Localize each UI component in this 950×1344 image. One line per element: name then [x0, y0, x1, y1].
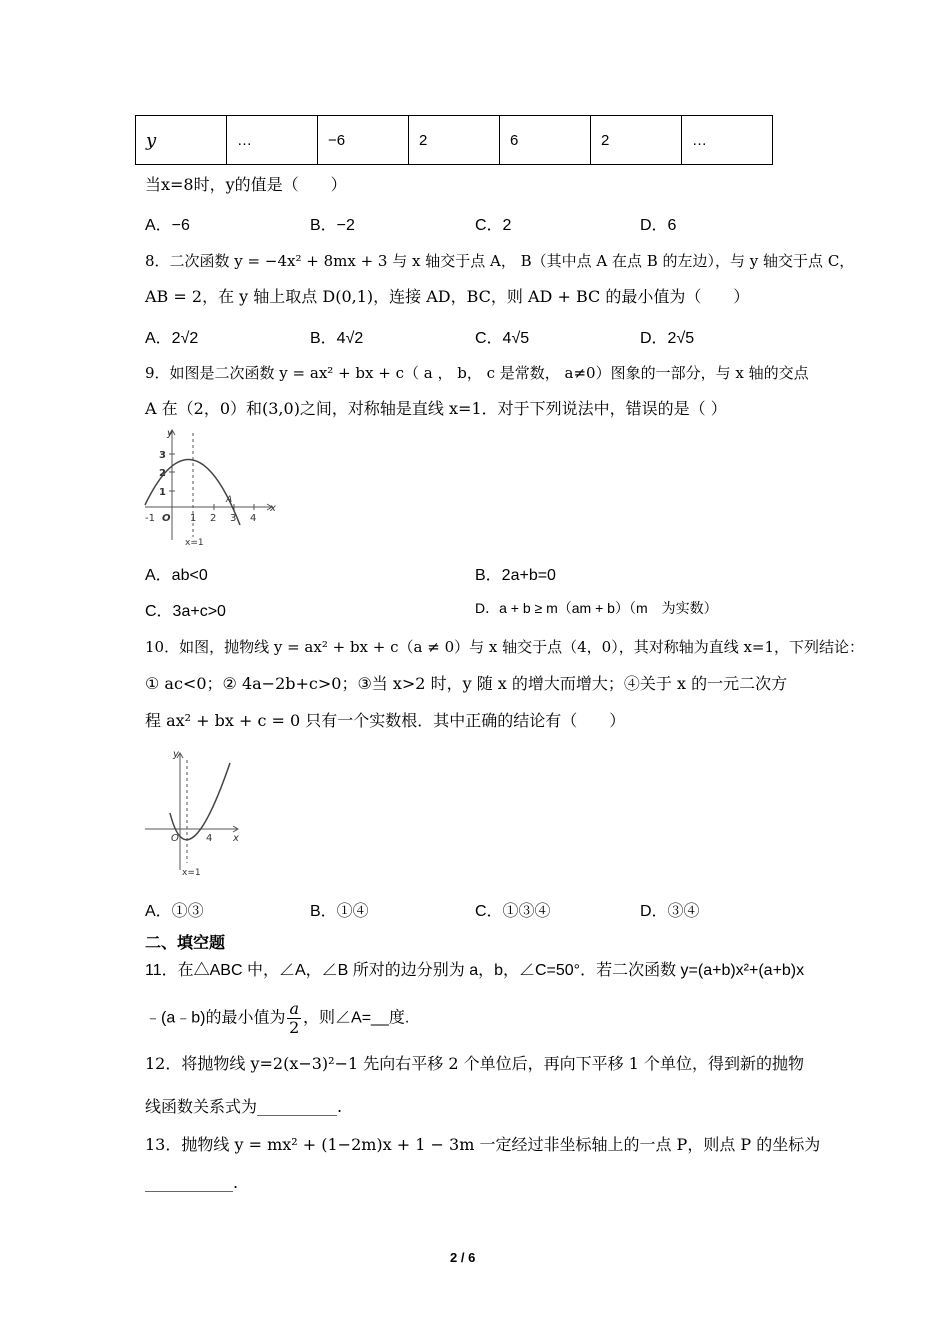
- q12-line-2: 线函数关系式为__________.: [145, 1097, 343, 1116]
- q9-option-a: A．ab<0: [145, 567, 208, 584]
- q10-line-2: ① ac<0；② 4a−2b+c>0；③当 x>2 时，y 随 x 的增大而增大；④关于 x 的一元二次方: [145, 674, 788, 693]
- q9-line-1: 9．如图是二次函数 y = ax² + bx + c（ a ， b， c 是常数， a≠0）图象的一部分，与 x 轴的交点: [145, 364, 809, 382]
- q9-option-c: C．3a+c>0: [145, 603, 226, 620]
- point-a-label: A: [226, 495, 233, 505]
- x-tick-label: 2: [210, 513, 217, 524]
- table-cell: 2: [409, 116, 500, 165]
- y-axis-label: y: [167, 428, 173, 439]
- q9-graph-figure: [140, 425, 290, 550]
- y-tick-label: 2: [159, 468, 166, 479]
- symmetry-axis-label: x=1: [182, 868, 201, 878]
- q11-text-pre: ﹣(a﹣b)的最小值为: [145, 1009, 286, 1027]
- x-tick-label: 3: [230, 513, 237, 524]
- q7-option-d: D．6: [640, 217, 677, 234]
- x-tick-label: 1: [190, 513, 197, 524]
- q7-option-a: A．−6: [145, 217, 190, 234]
- fraction: [287, 1000, 301, 1037]
- q8-option-a: A．2√2: [145, 330, 199, 347]
- fraction-denominator: 2: [289, 1018, 300, 1037]
- table-cell: −6: [318, 116, 409, 165]
- q10-line-3: 程 ax² + bx + c = 0 只有一个实数根．其中正确的结论有（ ）: [145, 711, 626, 730]
- q11-line-1: 11．在△ABC 中，∠A，∠B 所对的边分别为 a，b，∠C=50°．若二次函数 y=(a+b)x²+(a+b)x: [145, 962, 805, 979]
- x-tick-label: -1: [145, 513, 155, 524]
- q7-stem: 当x=8时，y的值是（ ）: [145, 175, 347, 194]
- x-tick-label: 4: [206, 833, 213, 844]
- origin-label: O: [171, 833, 179, 844]
- q10-option-b: B．①④: [310, 903, 369, 920]
- parabola-curve: [170, 763, 230, 840]
- y-tick-label: 1: [159, 487, 166, 498]
- q8-line-1: 8．二次函数 y = −4x² + 8mx + 3 与 x 轴交于点 A， B（其中点 A 在点 B 的左边），与 y 轴交于点 C，: [145, 252, 855, 270]
- q9-option-b: B．2a+b=0: [475, 567, 556, 584]
- section-heading: 二、填空题: [145, 935, 226, 952]
- q10-line-1: 10．如图，抛物线 y = ax² + bx + c（a ≠ 0）与 x 轴交于点（4，0），其对称轴为直线 x=1，下列结论：: [145, 638, 865, 656]
- q11-text-post: ，则∠A=__度.: [303, 1009, 410, 1027]
- q10-option-c: C．①③④: [475, 903, 551, 920]
- q7-option-c: C．2: [475, 217, 512, 234]
- q9-line-2: A 在（2，0）和(3,0)之间，对称轴是直线 x=1．对于下列说法中，错误的是（ ）: [145, 399, 727, 418]
- q10-option-d: D．③④: [640, 903, 700, 920]
- x-tick-label: 4: [250, 513, 257, 524]
- y-axis-label: y: [173, 749, 179, 760]
- q13-line-1: 13．抛物线 y = mx² + (1−2m)x + 1 − 3m 一定经过非坐标轴上的一点 P，则点 P 的坐标为: [145, 1135, 821, 1154]
- table-cell: …: [227, 116, 318, 165]
- page-number: 2 / 6: [450, 1250, 476, 1265]
- table-row: [136, 116, 773, 165]
- q12-line-1: 12．将抛物线 y=2(x−3)²−1 先向右平移 2 个单位后，再向下平移 1 个单位，得到新的抛物: [145, 1054, 804, 1073]
- x-axis-label: x: [270, 503, 276, 514]
- value-table: [135, 115, 773, 165]
- table-label: y: [136, 116, 227, 165]
- q9-option-d: D．a + b ≥ m（am + b）（m 为实数）: [475, 600, 718, 616]
- q8-option-c: C．4√5: [475, 330, 530, 347]
- q11-line-2: [145, 1000, 409, 1037]
- symmetry-axis-label: x=1: [185, 538, 204, 548]
- fraction-numerator: a: [289, 999, 300, 1018]
- q10-graph-figure: [140, 745, 250, 880]
- table-cell: 6: [500, 116, 591, 165]
- table-cell: …: [682, 116, 773, 165]
- y-tick-label: 3: [159, 450, 166, 461]
- q8-line-2: AB = 2，在 y 轴上取点 D(0,1)，连接 AD，BC，则 AD + BC 的最小值为（ ）: [145, 287, 750, 306]
- q10-option-a: A．①③: [145, 903, 204, 920]
- q8-option-b: B．4√2: [310, 330, 364, 347]
- x-axis-label: x: [233, 833, 239, 844]
- q13-line-2: ___________.: [145, 1173, 239, 1192]
- q8-option-d: D．2√5: [640, 330, 695, 347]
- table-cell: 2: [591, 116, 682, 165]
- origin-label: O: [162, 513, 171, 524]
- q7-option-b: B．−2: [310, 217, 355, 234]
